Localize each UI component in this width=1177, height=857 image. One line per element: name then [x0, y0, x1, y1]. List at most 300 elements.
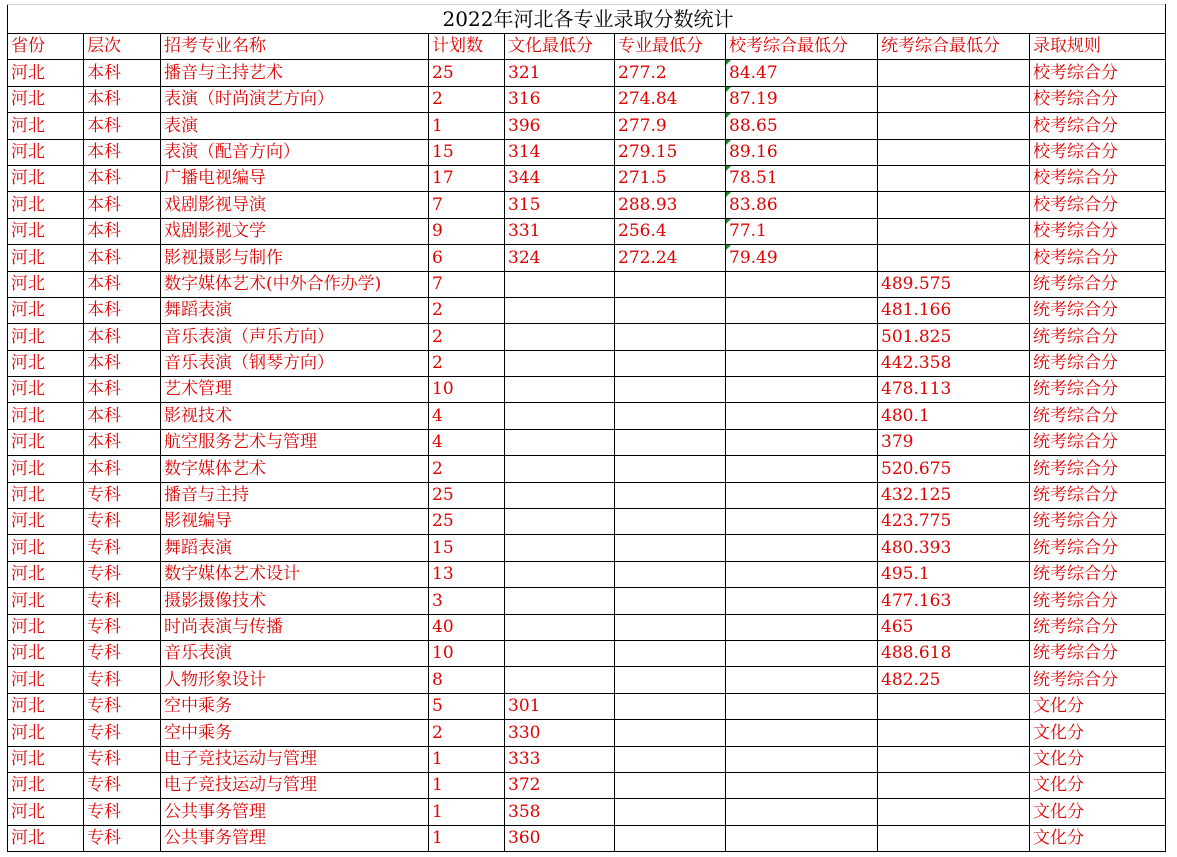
- cell-school-exam-min[interactable]: [726, 720, 878, 746]
- cell-major-name[interactable]: 电子竞技运动与管理: [161, 746, 429, 772]
- cell-unified-exam-min[interactable]: [878, 245, 1030, 271]
- cell-culture-min[interactable]: 316: [505, 86, 615, 112]
- cell-plan-count[interactable]: 4: [429, 403, 505, 429]
- cell-unified-exam-min[interactable]: 465: [878, 614, 1030, 640]
- cell-major-name[interactable]: 戏剧影视导演: [161, 192, 429, 218]
- cell-school-exam-min[interactable]: [726, 456, 878, 482]
- cell-school-exam-min[interactable]: [726, 482, 878, 508]
- cell-culture-min[interactable]: [505, 509, 615, 535]
- cell-unified-exam-min[interactable]: 478.113: [878, 377, 1030, 403]
- cell-province[interactable]: 河北: [8, 746, 84, 772]
- cell-plan-count[interactable]: 5: [429, 693, 505, 719]
- cell-school-exam-min[interactable]: [726, 614, 878, 640]
- cell-level[interactable]: 专科: [84, 772, 161, 798]
- cell-school-exam-min[interactable]: [726, 509, 878, 535]
- cell-school-exam-min[interactable]: [726, 825, 878, 851]
- cell-major-name[interactable]: 广播电视编导: [161, 165, 429, 191]
- cell-major-name[interactable]: 艺术管理: [161, 377, 429, 403]
- cell-unified-exam-min[interactable]: [878, 192, 1030, 218]
- cell-admission-rule[interactable]: 统考综合分: [1030, 403, 1166, 429]
- cell-culture-min[interactable]: [505, 350, 615, 376]
- cell-unified-exam-min[interactable]: [878, 113, 1030, 139]
- cell-school-exam-min[interactable]: 84.47: [726, 60, 878, 86]
- cell-specialty-min[interactable]: [615, 561, 726, 587]
- cell-level[interactable]: 专科: [84, 799, 161, 825]
- cell-level[interactable]: 本科: [84, 271, 161, 297]
- cell-province[interactable]: 河北: [8, 192, 84, 218]
- cell-province[interactable]: 河北: [8, 535, 84, 561]
- cell-admission-rule[interactable]: 统考综合分: [1030, 509, 1166, 535]
- cell-specialty-min[interactable]: [615, 720, 726, 746]
- cell-plan-count[interactable]: 7: [429, 192, 505, 218]
- cell-admission-rule[interactable]: 文化分: [1030, 799, 1166, 825]
- table-row: [8, 86, 1166, 112]
- cell-level[interactable]: 专科: [84, 693, 161, 719]
- cell-admission-rule[interactable]: 文化分: [1030, 825, 1166, 851]
- cell-plan-count[interactable]: 10: [429, 377, 505, 403]
- cell-major-name[interactable]: 音乐表演: [161, 640, 429, 666]
- cell-admission-rule[interactable]: 统考综合分: [1030, 271, 1166, 297]
- cell-province[interactable]: 河北: [8, 324, 84, 350]
- cell-plan-count[interactable]: 13: [429, 561, 505, 587]
- cell-level[interactable]: 本科: [84, 113, 161, 139]
- cell-unified-exam-min[interactable]: 480.1: [878, 403, 1030, 429]
- cell-plan-count[interactable]: 15: [429, 139, 505, 165]
- cell-province[interactable]: 河北: [8, 245, 84, 271]
- cell-unified-exam-min[interactable]: 432.125: [878, 482, 1030, 508]
- cell-province[interactable]: 河北: [8, 482, 84, 508]
- header-plan-count[interactable]: 计划数: [429, 34, 505, 60]
- cell-specialty-min[interactable]: [615, 614, 726, 640]
- cell-admission-rule[interactable]: 文化分: [1030, 693, 1166, 719]
- cell-specialty-min[interactable]: [615, 693, 726, 719]
- cell-major-name[interactable]: 表演（时尚演艺方向）: [161, 86, 429, 112]
- cell-admission-rule[interactable]: 文化分: [1030, 720, 1166, 746]
- cell-plan-count[interactable]: 2: [429, 720, 505, 746]
- cell-admission-rule[interactable]: 统考综合分: [1030, 535, 1166, 561]
- cell-major-name[interactable]: 电子竞技运动与管理: [161, 772, 429, 798]
- cell-major-name[interactable]: 人物形象设计: [161, 667, 429, 693]
- cell-admission-rule[interactable]: 统考综合分: [1030, 429, 1166, 455]
- table-body: [8, 60, 1166, 852]
- cell-level[interactable]: 本科: [84, 429, 161, 455]
- cell-province[interactable]: 河北: [8, 139, 84, 165]
- cell-plan-count[interactable]: 25: [429, 509, 505, 535]
- cell-admission-rule[interactable]: 校考综合分: [1030, 60, 1166, 86]
- cell-plan-count[interactable]: 2: [429, 456, 505, 482]
- cell-admission-rule[interactable]: 统考综合分: [1030, 561, 1166, 587]
- cell-major-name[interactable]: 播音与主持艺术: [161, 60, 429, 86]
- cell-province[interactable]: 河北: [8, 720, 84, 746]
- cell-major-name[interactable]: 公共事务管理: [161, 799, 429, 825]
- cell-specialty-min[interactable]: [615, 297, 726, 323]
- table-row: [8, 403, 1166, 429]
- cell-school-exam-min[interactable]: 88.65: [726, 113, 878, 139]
- cell-school-exam-min[interactable]: 79.49: [726, 245, 878, 271]
- cell-admission-rule[interactable]: 文化分: [1030, 746, 1166, 772]
- cell-unified-exam-min[interactable]: [878, 825, 1030, 851]
- cell-unified-exam-min[interactable]: [878, 799, 1030, 825]
- cell-culture-min[interactable]: [505, 588, 615, 614]
- cell-unified-exam-min[interactable]: 520.675: [878, 456, 1030, 482]
- cell-unified-exam-min[interactable]: [878, 165, 1030, 191]
- cell-culture-min[interactable]: 358: [505, 799, 615, 825]
- cell-admission-rule[interactable]: 统考综合分: [1030, 350, 1166, 376]
- cell-level[interactable]: 专科: [84, 614, 161, 640]
- cell-level[interactable]: 专科: [84, 825, 161, 851]
- cell-specialty-min[interactable]: [615, 772, 726, 798]
- cell-unified-exam-min[interactable]: 501.825: [878, 324, 1030, 350]
- cell-major-name[interactable]: 数字媒体艺术设计: [161, 561, 429, 587]
- table-row: [8, 720, 1166, 746]
- cell-province[interactable]: 河北: [8, 509, 84, 535]
- cell-specialty-min[interactable]: 288.93: [615, 192, 726, 218]
- cell-specialty-min[interactable]: 279.15: [615, 139, 726, 165]
- cell-school-exam-min[interactable]: [726, 746, 878, 772]
- cell-school-exam-min[interactable]: [726, 350, 878, 376]
- table-row: [8, 667, 1166, 693]
- cell-unified-exam-min[interactable]: 481.166: [878, 297, 1030, 323]
- cell-unified-exam-min[interactable]: [878, 746, 1030, 772]
- cell-level[interactable]: 本科: [84, 218, 161, 244]
- cell-unified-exam-min[interactable]: [878, 60, 1030, 86]
- cell-level[interactable]: 本科: [84, 403, 161, 429]
- cell-province[interactable]: 河北: [8, 297, 84, 323]
- cell-plan-count[interactable]: 7: [429, 271, 505, 297]
- cell-level[interactable]: 专科: [84, 588, 161, 614]
- header-row: [8, 34, 1166, 60]
- cell-major-name[interactable]: 表演: [161, 113, 429, 139]
- cell-level[interactable]: 本科: [84, 139, 161, 165]
- cell-level[interactable]: 本科: [84, 297, 161, 323]
- cell-level[interactable]: 本科: [84, 86, 161, 112]
- cell-culture-min[interactable]: 331: [505, 218, 615, 244]
- cell-admission-rule[interactable]: 校考综合分: [1030, 139, 1166, 165]
- cell-school-exam-min[interactable]: [726, 429, 878, 455]
- cell-culture-min[interactable]: 321: [505, 60, 615, 86]
- cell-specialty-min[interactable]: [615, 825, 726, 851]
- cell-plan-count[interactable]: 17: [429, 165, 505, 191]
- cell-culture-min[interactable]: 344: [505, 165, 615, 191]
- header-level[interactable]: 层次: [84, 34, 161, 60]
- cell-major-name[interactable]: 空中乘务: [161, 720, 429, 746]
- cell-plan-count[interactable]: 9: [429, 218, 505, 244]
- header-major-name[interactable]: 招考专业名称: [161, 34, 429, 60]
- table-row: [8, 245, 1166, 271]
- cell-admission-rule[interactable]: 统考综合分: [1030, 667, 1166, 693]
- cell-culture-min[interactable]: [505, 482, 615, 508]
- cell-specialty-min[interactable]: 277.2: [615, 60, 726, 86]
- cell-unified-exam-min[interactable]: 488.618: [878, 640, 1030, 666]
- cell-plan-count[interactable]: 25: [429, 482, 505, 508]
- cell-plan-count[interactable]: 1: [429, 772, 505, 798]
- cell-specialty-min[interactable]: [615, 324, 726, 350]
- table-row: [8, 192, 1166, 218]
- cell-admission-rule[interactable]: 统考综合分: [1030, 482, 1166, 508]
- header-province[interactable]: 省份: [8, 34, 84, 60]
- table-row: [8, 482, 1166, 508]
- cell-admission-rule[interactable]: 校考综合分: [1030, 218, 1166, 244]
- cell-province[interactable]: 河北: [8, 350, 84, 376]
- cell-unified-exam-min[interactable]: [878, 772, 1030, 798]
- cell-culture-min[interactable]: 396: [505, 113, 615, 139]
- cell-province[interactable]: 河北: [8, 218, 84, 244]
- header-admission-rule[interactable]: 录取规则: [1030, 34, 1166, 60]
- cell-province[interactable]: 河北: [8, 271, 84, 297]
- cell-culture-min[interactable]: 360: [505, 825, 615, 851]
- table-row: [8, 640, 1166, 666]
- cell-school-exam-min[interactable]: [726, 297, 878, 323]
- cell-level[interactable]: 本科: [84, 377, 161, 403]
- cell-school-exam-min[interactable]: 78.51: [726, 165, 878, 191]
- cell-province[interactable]: 河北: [8, 456, 84, 482]
- cell-culture-min[interactable]: [505, 561, 615, 587]
- cell-unified-exam-min[interactable]: 379: [878, 429, 1030, 455]
- cell-major-name[interactable]: 舞蹈表演: [161, 535, 429, 561]
- cell-culture-min[interactable]: [505, 614, 615, 640]
- cell-unified-exam-min[interactable]: [878, 693, 1030, 719]
- table-row: [8, 165, 1166, 191]
- cell-unified-exam-min[interactable]: 442.358: [878, 350, 1030, 376]
- cell-culture-min[interactable]: 301: [505, 693, 615, 719]
- cell-plan-count[interactable]: 2: [429, 324, 505, 350]
- cell-school-exam-min[interactable]: 87.19: [726, 86, 878, 112]
- cell-plan-count[interactable]: 2: [429, 350, 505, 376]
- cell-unified-exam-min[interactable]: [878, 86, 1030, 112]
- cell-province[interactable]: 河北: [8, 799, 84, 825]
- cell-admission-rule[interactable]: 统考综合分: [1030, 588, 1166, 614]
- cell-unified-exam-min[interactable]: 495.1: [878, 561, 1030, 587]
- cell-province[interactable]: 河北: [8, 60, 84, 86]
- cell-major-name[interactable]: 影视摄影与制作: [161, 245, 429, 271]
- cell-school-exam-min[interactable]: [726, 561, 878, 587]
- cell-specialty-min[interactable]: [615, 456, 726, 482]
- cell-culture-min[interactable]: [505, 429, 615, 455]
- cell-admission-rule[interactable]: 统考综合分: [1030, 377, 1166, 403]
- cell-unified-exam-min[interactable]: [878, 218, 1030, 244]
- cell-level[interactable]: 本科: [84, 60, 161, 86]
- cell-specialty-min[interactable]: [615, 350, 726, 376]
- cell-plan-count[interactable]: 25: [429, 60, 505, 86]
- cell-unified-exam-min[interactable]: 489.575: [878, 271, 1030, 297]
- cell-school-exam-min[interactable]: 77.1: [726, 218, 878, 244]
- cell-school-exam-min[interactable]: [726, 403, 878, 429]
- cell-school-exam-min[interactable]: [726, 535, 878, 561]
- cell-culture-min[interactable]: 372: [505, 772, 615, 798]
- cell-culture-min[interactable]: [505, 297, 615, 323]
- cell-province[interactable]: 河北: [8, 614, 84, 640]
- cell-major-name[interactable]: 时尚表演与传播: [161, 614, 429, 640]
- cell-culture-min[interactable]: [505, 640, 615, 666]
- cell-unified-exam-min[interactable]: 423.775: [878, 509, 1030, 535]
- cell-culture-min[interactable]: [505, 377, 615, 403]
- cell-province[interactable]: 河北: [8, 561, 84, 587]
- cell-province[interactable]: 河北: [8, 667, 84, 693]
- cell-level[interactable]: 本科: [84, 165, 161, 191]
- cell-specialty-min[interactable]: 274.84: [615, 86, 726, 112]
- cell-major-name[interactable]: 播音与主持: [161, 482, 429, 508]
- cell-school-exam-min[interactable]: 83.86: [726, 192, 878, 218]
- cell-level[interactable]: 本科: [84, 245, 161, 271]
- cell-major-name[interactable]: 音乐表演（钢琴方向）: [161, 350, 429, 376]
- cell-level[interactable]: 专科: [84, 535, 161, 561]
- table-row: [8, 297, 1166, 323]
- cell-level[interactable]: 本科: [84, 192, 161, 218]
- cell-unified-exam-min[interactable]: [878, 720, 1030, 746]
- cell-major-name[interactable]: 公共事务管理: [161, 825, 429, 851]
- cell-level[interactable]: 专科: [84, 640, 161, 666]
- cell-plan-count[interactable]: 3: [429, 588, 505, 614]
- table-row: [8, 113, 1166, 139]
- table-row: [8, 324, 1166, 350]
- cell-level[interactable]: 专科: [84, 561, 161, 587]
- cell-school-exam-min[interactable]: [726, 693, 878, 719]
- cell-province[interactable]: 河北: [8, 113, 84, 139]
- cell-province[interactable]: 河北: [8, 403, 84, 429]
- cell-plan-count[interactable]: 1: [429, 825, 505, 851]
- cell-province[interactable]: 河北: [8, 429, 84, 455]
- cell-school-exam-min[interactable]: [726, 588, 878, 614]
- cell-admission-rule[interactable]: 统考综合分: [1030, 297, 1166, 323]
- cell-plan-count[interactable]: 2: [429, 86, 505, 112]
- cell-province[interactable]: 河北: [8, 588, 84, 614]
- cell-plan-count[interactable]: 40: [429, 614, 505, 640]
- cell-specialty-min[interactable]: [615, 403, 726, 429]
- cell-admission-rule[interactable]: 校考综合分: [1030, 113, 1166, 139]
- cell-admission-rule[interactable]: 统考综合分: [1030, 456, 1166, 482]
- cell-unified-exam-min[interactable]: 477.163: [878, 588, 1030, 614]
- admission-score-table: [7, 4, 1166, 852]
- cell-culture-min[interactable]: 333: [505, 746, 615, 772]
- header-specialty-min[interactable]: 专业最低分: [615, 34, 726, 60]
- cell-province[interactable]: 河北: [8, 86, 84, 112]
- cell-admission-rule[interactable]: 统考综合分: [1030, 640, 1166, 666]
- cell-level[interactable]: 本科: [84, 324, 161, 350]
- cell-major-name[interactable]: 表演（配音方向）: [161, 139, 429, 165]
- cell-specialty-min[interactable]: [615, 377, 726, 403]
- cell-admission-rule[interactable]: 文化分: [1030, 772, 1166, 798]
- cell-school-exam-min[interactable]: [726, 772, 878, 798]
- cell-culture-min[interactable]: [505, 324, 615, 350]
- cell-admission-rule[interactable]: 统考综合分: [1030, 614, 1166, 640]
- cell-specialty-min[interactable]: [615, 588, 726, 614]
- cell-major-name[interactable]: 音乐表演（声乐方向）: [161, 324, 429, 350]
- table-row: [8, 456, 1166, 482]
- cell-specialty-min[interactable]: [615, 667, 726, 693]
- cell-culture-min[interactable]: [505, 667, 615, 693]
- cell-school-exam-min[interactable]: [726, 271, 878, 297]
- cell-school-exam-min[interactable]: [726, 640, 878, 666]
- cell-major-name[interactable]: 影视技术: [161, 403, 429, 429]
- cell-admission-rule[interactable]: 校考综合分: [1030, 245, 1166, 271]
- cell-province[interactable]: 河北: [8, 640, 84, 666]
- cell-specialty-min[interactable]: [615, 799, 726, 825]
- cell-plan-count[interactable]: 1: [429, 799, 505, 825]
- cell-culture-min[interactable]: 315: [505, 192, 615, 218]
- cell-level[interactable]: 专科: [84, 667, 161, 693]
- cell-level[interactable]: 专科: [84, 746, 161, 772]
- cell-major-name[interactable]: 舞蹈表演: [161, 297, 429, 323]
- cell-level[interactable]: 专科: [84, 482, 161, 508]
- cell-plan-count[interactable]: 15: [429, 535, 505, 561]
- cell-unified-exam-min[interactable]: [878, 139, 1030, 165]
- cell-culture-min[interactable]: [505, 403, 615, 429]
- cell-culture-min[interactable]: [505, 535, 615, 561]
- table-row: [8, 377, 1166, 403]
- table-row: [8, 614, 1166, 640]
- cell-province[interactable]: 河北: [8, 693, 84, 719]
- cell-specialty-min[interactable]: [615, 429, 726, 455]
- cell-unified-exam-min[interactable]: 482.25: [878, 667, 1030, 693]
- cell-school-exam-min[interactable]: [726, 799, 878, 825]
- cell-major-name[interactable]: 影视编导: [161, 509, 429, 535]
- cell-plan-count[interactable]: 4: [429, 429, 505, 455]
- cell-school-exam-min[interactable]: [726, 667, 878, 693]
- cell-major-name[interactable]: 数字媒体艺术(中外合作办学): [161, 271, 429, 297]
- cell-specialty-min[interactable]: [615, 509, 726, 535]
- cell-specialty-min[interactable]: 272.24: [615, 245, 726, 271]
- cell-specialty-min[interactable]: [615, 640, 726, 666]
- cell-specialty-min[interactable]: 271.5: [615, 165, 726, 191]
- cell-specialty-min[interactable]: [615, 271, 726, 297]
- cell-major-name[interactable]: 航空服务艺术与管理: [161, 429, 429, 455]
- cell-level[interactable]: 本科: [84, 350, 161, 376]
- table-row: [8, 271, 1166, 297]
- header-school-exam-min[interactable]: 校考综合最低分: [726, 34, 878, 60]
- cell-culture-min[interactable]: [505, 271, 615, 297]
- cell-specialty-min[interactable]: [615, 482, 726, 508]
- cell-major-name[interactable]: 戏剧影视文学: [161, 218, 429, 244]
- cell-level[interactable]: 专科: [84, 509, 161, 535]
- cell-admission-rule[interactable]: 校考综合分: [1030, 165, 1166, 191]
- cell-specialty-min[interactable]: 256.4: [615, 218, 726, 244]
- cell-plan-count[interactable]: 10: [429, 640, 505, 666]
- cell-plan-count[interactable]: 1: [429, 746, 505, 772]
- cell-plan-count[interactable]: 2: [429, 297, 505, 323]
- cell-province[interactable]: 河北: [8, 165, 84, 191]
- cell-specialty-min[interactable]: 277.9: [615, 113, 726, 139]
- cell-admission-rule[interactable]: 统考综合分: [1030, 324, 1166, 350]
- cell-school-exam-min[interactable]: 89.16: [726, 139, 878, 165]
- cell-unified-exam-min[interactable]: 480.393: [878, 535, 1030, 561]
- cell-major-name[interactable]: 摄影摄像技术: [161, 588, 429, 614]
- cell-province[interactable]: 河北: [8, 772, 84, 798]
- cell-plan-count[interactable]: 8: [429, 667, 505, 693]
- cell-province[interactable]: 河北: [8, 377, 84, 403]
- cell-plan-count[interactable]: 1: [429, 113, 505, 139]
- cell-culture-min[interactable]: 314: [505, 139, 615, 165]
- table-row: [8, 350, 1166, 376]
- cell-major-name[interactable]: 数字媒体艺术: [161, 456, 429, 482]
- header-culture-min[interactable]: 文化最低分: [505, 34, 615, 60]
- cell-admission-rule[interactable]: 校考综合分: [1030, 86, 1166, 112]
- cell-level[interactable]: 专科: [84, 720, 161, 746]
- cell-plan-count[interactable]: 6: [429, 245, 505, 271]
- cell-specialty-min[interactable]: [615, 535, 726, 561]
- cell-admission-rule[interactable]: 校考综合分: [1030, 192, 1166, 218]
- cell-culture-min[interactable]: 324: [505, 245, 615, 271]
- cell-culture-min[interactable]: [505, 456, 615, 482]
- cell-specialty-min[interactable]: [615, 746, 726, 772]
- cell-school-exam-min[interactable]: [726, 377, 878, 403]
- sheet-title[interactable]: 2022年河北各专业录取分数统计: [8, 5, 1166, 34]
- cell-school-exam-min[interactable]: [726, 324, 878, 350]
- cell-culture-min[interactable]: 330: [505, 720, 615, 746]
- header-unified-exam-min[interactable]: 统考综合最低分: [878, 34, 1030, 60]
- cell-level[interactable]: 本科: [84, 456, 161, 482]
- cell-province[interactable]: 河北: [8, 825, 84, 851]
- cell-major-name[interactable]: 空中乘务: [161, 693, 429, 719]
